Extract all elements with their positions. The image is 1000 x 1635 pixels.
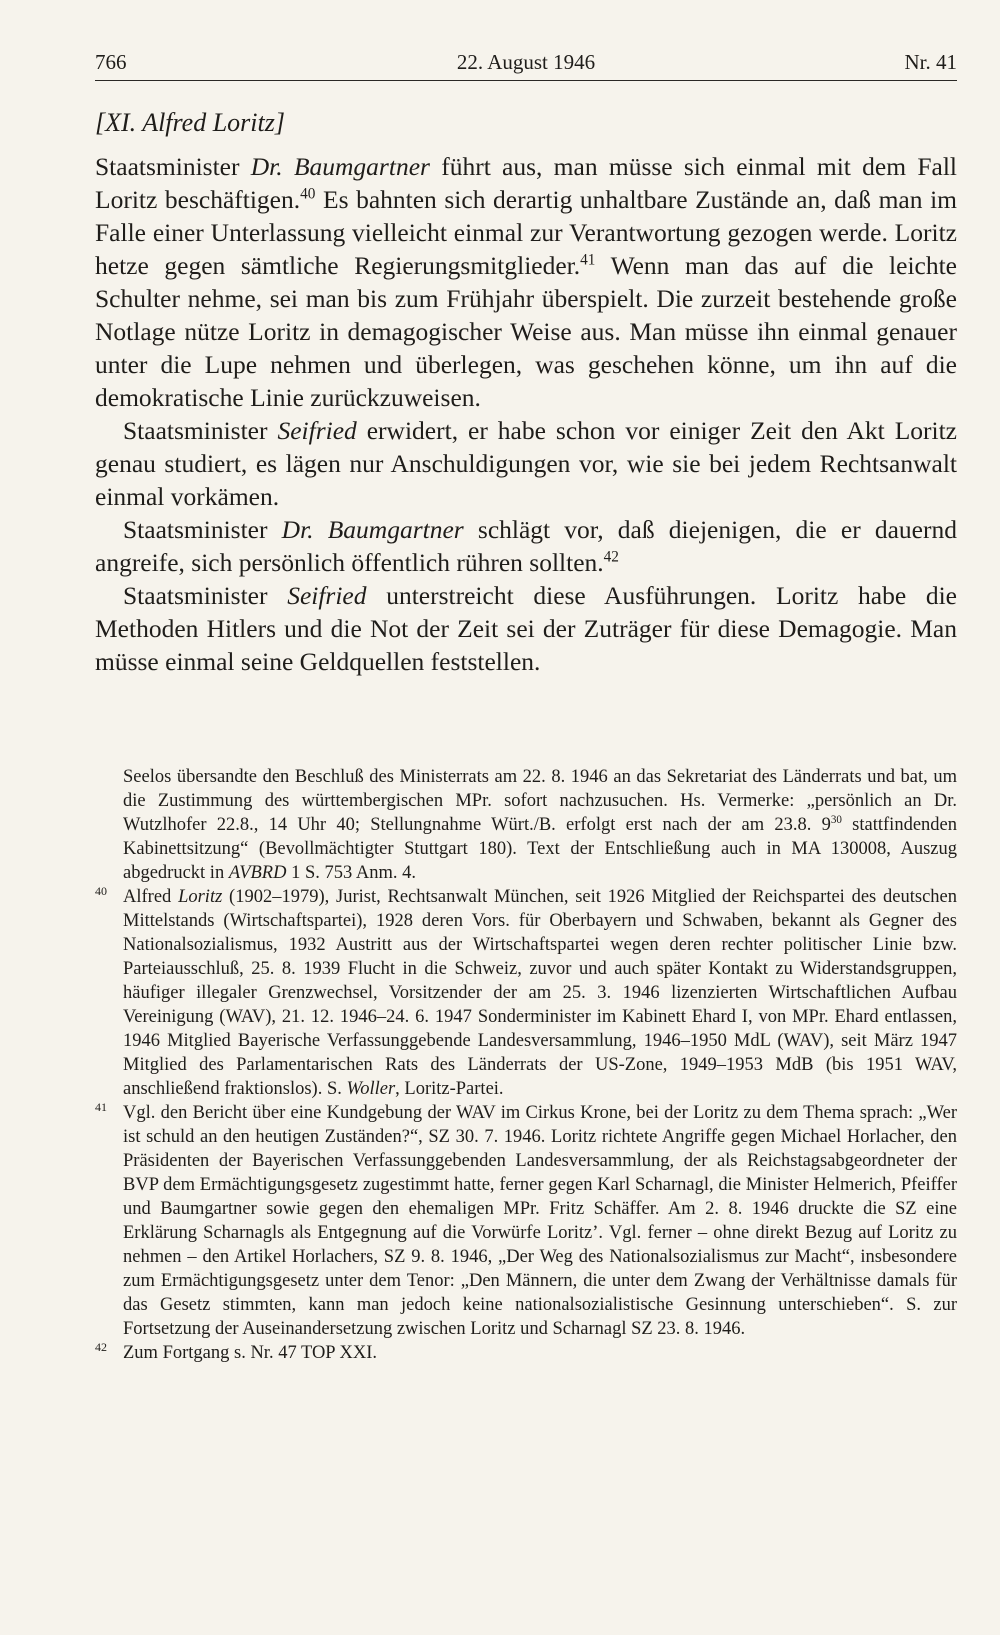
text-run: Wenn man das auf die leichte Schulter nehme, sei man bis zum Frühjahr überspielt. Die zurzeit bestehende große Notlage nütze Loritz in demagogischer Weise aus. Man müsse ihn einmal genauer unter die Lupe nehmen und überlegen, was geschehen könne, um ihn auf die demokratische Linie zurückzuweisen.: [95, 251, 957, 412]
footnote-text: Zum Fortgang s. Nr. 47 TOP XXI.: [123, 1343, 378, 1363]
section-title: [XI. Alfred Loritz]: [95, 108, 285, 137]
text-run: (1902–1979), Jurist, Rechtsanwalt München, seit 1926 Mitglied der Reichspartei des deutschen Mittelstands (Wirtschaftspartei), 1928 deren Vors. für Oberbayern und Schwaben, bekannt als Gegner des Nationalsozialismus, 1932 Austritt aus der Wirtschaftspartei wegen deren rechter politischer Linie bzw. Parteiausschluß, 25. 8. 1939 Flucht in die Schweiz, zuvor und auch später Kontakt zu Widerstandsgruppen, häufiger illegaler Grenzwechsel, Vorsitzender der am 25. 3. 1946 lizenzierten Wirtschaftlichen Aufbau Vereinigung (WAV), 21. 12. 1946–24. 6. 1947 Sonderminister im Kabinett Ehard I, von MPr. Ehard entlassen, 1946 Mitglied Bayerische Verfassunggebende Landesversammlung, 1946–1950 MdL (WAV), seit März 1947 Mitglied des Parlamentarischen Rats des Länderrats der US-Zone, 1949–1953 MdB (bis 1951 WAV, anschließend fraktionslos). S.: [123, 887, 957, 1099]
footnote-42: [95, 1340, 957, 1365]
document-number: Nr. 41: [904, 50, 957, 74]
text-run: Staatsminister: [123, 581, 288, 610]
paragraph-1: [95, 150, 957, 414]
paragraph-4: [95, 579, 957, 678]
citation: Woller: [346, 1079, 396, 1099]
footnote-number: 42: [95, 1340, 107, 1354]
text-run: Es bahnten sich derartig unhaltbare Zustände an, daß man im Falle einer Unterlassung vielleicht einmal zur Verantwortung gezogen werde. Loritz hetze gegen sämtliche Regierungsmitglieder.: [95, 185, 957, 280]
footnotes: [95, 765, 957, 1365]
speaker-name: Baumgartner: [327, 515, 464, 544]
footnote-text: Vgl. den Bericht über eine Kundgebung der WAV im Cirkus Krone, bei der Loritz zu dem Thema sprach: „Wer ist schuld an den heutigen Zuständen?“, SZ 30. 7. 1946. Loritz richtete Angriffe gegen Michael Horlacher, den Präsidenten der Bayerischen Verfassunggebenden Landesversammlung, der als Reichstagsabgeordneter der BVP dem Ermächtigungsgesetz zugestimmt hatte, ferner gegen Karl Scharnagl, die Minister Helmerich, Pfeiffer und Baumgartner sowie gegen den ehemaligen MPr. Fritz Schäffer. Am 2. 8. 1946 druckte die SZ eine Erklärung Scharnagls als Entgegnung auf die Vorwürfe Loritz’. Vgl. ferner – ohne direkt Bezug auf Loritz zu nehmen – den Artikel Horlachers, SZ 9. 8. 1946, „Der Weg des Nationalsozialismus zur Macht“, insbesondere zum Ermächtigungsgesetz unter dem Tenor: „Den Männern, die unter dem Zwang der Verhältnisse damals für das Gesetz stimmten, kann man jedoch keine nationalsozialistische Gesinnung unterschieben“. S. zur Fortsetzung der Auseinandersetzung zwischen Loritz und Scharnagl SZ 23. 8. 1946.: [123, 1103, 957, 1339]
footnote-continuation: [123, 765, 957, 885]
text-run: erwidert, er habe schon vor einiger Zeit den Akt Loritz genau studiert, es lägen nur Anschuldigungen vor, wie sie bei jedem Rechtsanwalt einmal vorkämen.: [95, 416, 957, 511]
footnote-number: 40: [95, 884, 107, 898]
person-name: Loritz: [178, 887, 223, 907]
text-run: Staatsminister: [123, 416, 278, 445]
text-run: Staatsminister: [123, 515, 282, 544]
header-date: 22. August 1946: [456, 50, 596, 74]
text-run: führt aus, man müsse sich einmal mit dem Fall Loritz beschäftigen.: [95, 152, 958, 214]
main-text: [95, 150, 957, 678]
paragraph-3: [95, 513, 957, 579]
paragraph-2: [95, 414, 957, 513]
footnote-41: [95, 1100, 957, 1341]
text-run: , Loritz-Partei.: [395, 1079, 504, 1099]
footnote-ref: 40: [300, 185, 316, 203]
text-run: stattfindenden Kabinettsitzung“ (Bevollmächtigter Stuttgart 180). Text der Entschließung auch in MA 130008, Auszug abgedruckt in: [123, 815, 957, 883]
text-run: unterstreicht diese Ausführungen. Loritz habe die Methoden Hitlers und die Not der Zeit sei der Zuträger für diese Demagogie. Man müsse einmal seine Geldquellen feststellen.: [95, 581, 957, 676]
text-run: Alfred: [123, 887, 179, 907]
superscript: 30: [830, 813, 842, 826]
text-run: Seelos übersandte den Beschluß des Ministerrats am 22. 8. 1946 an das Sekretariat des Länderrats und bat, um die Zustimmung des württembergischen MPr. sofort nachzusuchen. Hs. Vermerke: „persönlich an Dr. Wutzlhofer 22.8., 14 Uhr 40; Stellungnahme Würt./B. erfolgt erst nach der am 23.8. 9: [123, 767, 957, 835]
page-header: [95, 44, 957, 81]
footnote-ref: 41: [580, 251, 596, 269]
speaker-title: Dr.: [281, 515, 314, 544]
speaker-title: Dr.: [250, 152, 283, 181]
page-number: 766: [95, 50, 127, 74]
footnote-ref: 42: [603, 548, 619, 566]
footnote-number: 41: [95, 1100, 107, 1114]
speaker-name: Baumgartner: [293, 152, 430, 181]
speaker-name: Seifried: [277, 416, 357, 445]
text-run: 1 S. 753 Anm. 4.: [286, 863, 417, 883]
text-run: Staatsminister: [95, 152, 251, 181]
citation: AVBRD: [228, 863, 287, 883]
text-run: schlägt vor, daß diejenigen, die er dauernd angreife, sich persönlich öffentlich rühren sollten.: [95, 515, 957, 577]
footnote-40: [95, 884, 957, 1101]
speaker-name: Seifried: [287, 581, 367, 610]
